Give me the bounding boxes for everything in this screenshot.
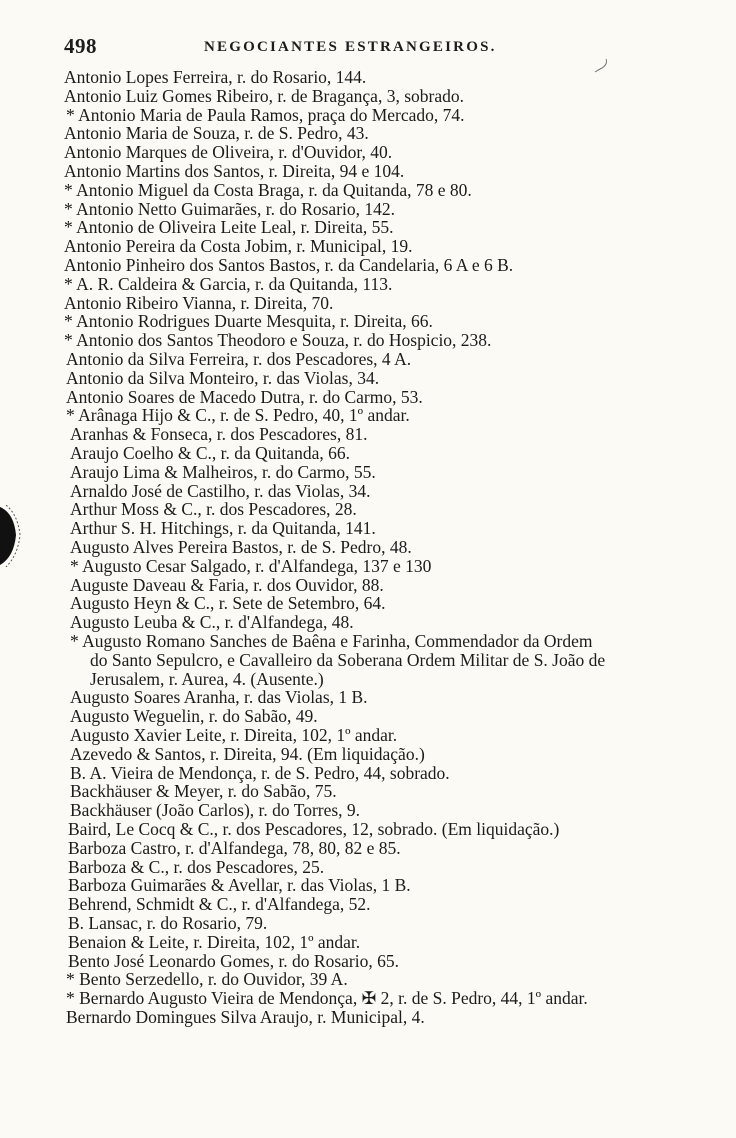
list-item: Barboza Castro, r. d'Alfandega, 78, 80, 82 e 85.	[68, 837, 401, 858]
list-item: Antonio Marques de Oliveira, r. d'Ouvidor, 40.	[64, 142, 393, 163]
list-item: Antonio Lopes Ferreira, r. do Rosario, 144.	[64, 67, 367, 87]
list-item: Augusto Heyn & C., r. Sete de Setembro, 64.	[70, 593, 386, 614]
list-item: Aranhas & Fonseca, r. dos Pescadores, 81.	[70, 424, 368, 445]
list-item-continuation: Jerusalem, r. Aurea, 4. (Ausente.)	[90, 668, 324, 689]
list-item-continuation: do Santo Sepulcro, e Cavalleiro da Soberana Ordem Militar de S. João de	[90, 649, 606, 670]
list-item: * Augusto Cesar Salgado, r. d'Alfandega, 137 e 130	[70, 555, 432, 576]
list-item: * Antonio Netto Guimarães, r. do Rosario, 142.	[64, 198, 396, 219]
list-item: Augusto Soares Aranha, r. das Violas, 1 B.	[70, 687, 368, 708]
list-item: Araujo Coelho & C., r. da Quitanda, 66.	[70, 443, 350, 463]
list-item: Antonio Soares de Macedo Dutra, r. do Carmo, 53.	[66, 386, 423, 407]
list-item: Barboza & C., r. dos Pescadores, 25.	[68, 856, 325, 877]
list-item: B. Lansac, r. do Rosario, 79.	[68, 913, 268, 933]
list-item: Benaion & Leite, r. Direita, 102, 1º andar.	[68, 931, 361, 952]
list-item: Antonio Luiz Gomes Ribeiro, r. de Bragança, 3, sobrado.	[64, 85, 464, 106]
list-item: Backhäuser & Meyer, r. do Sabão, 75.	[70, 781, 337, 802]
list-item: Baird, Le Cocq & C., r. dos Pescadores, 12, sobrado. (Em liquidação.)	[68, 819, 560, 839]
list-item: * Antonio dos Santos Theodoro e Souza, r. do Hospicio, 238.	[64, 330, 492, 351]
list-item: Arnaldo José de Castilho, r. das Violas, 34.	[70, 480, 371, 501]
list-item: Azevedo & Santos, r. Direita, 94. (Em liquidação.)	[70, 743, 425, 764]
list-item: Augusto Leuba & C., r. d'Alfandega, 48.	[70, 612, 354, 633]
list-item: * Antonio Miguel da Costa Braga, r. da Quitanda, 78 e 80.	[64, 179, 472, 200]
page-number: 498	[64, 34, 97, 58]
list-item: Arthur S. H. Hitchings, r. da Quitanda, 141.	[70, 518, 376, 539]
running-title: NEGOCIANTES ESTRANGEIROS.	[204, 39, 497, 55]
list-item: B. A. Vieira de Mendonça, r. de S. Pedro, 44, sobrado.	[70, 762, 450, 783]
list-item: Antonio da Silva Monteiro, r. das Violas, 34.	[66, 367, 380, 388]
list-item: * Bento Serzedello, r. do Ouvidor, 39 A.	[66, 969, 348, 990]
list-item: Antonio Martins dos Santos, r. Direita, 94 e 104.	[64, 161, 405, 181]
list-item: * Bernardo Augusto Vieira de Mendonça, ✠ 2, r. de S. Pedro, 44, 1º andar.	[66, 988, 588, 1009]
binding-hole-mark-icon	[0, 505, 22, 567]
list-item: * Antonio Maria de Paula Ramos, praça do Mercado, 74.	[66, 104, 465, 125]
list-item: * Antonio de Oliveira Leite Leal, r. Direita, 55.	[64, 217, 394, 238]
list-item: * A. R. Caldeira & Garcia, r. da Quitanda, 113.	[64, 273, 393, 294]
list-item: Antonio da Silva Ferreira, r. dos Pescadores, 4 A.	[66, 349, 412, 369]
list-item: Antonio Maria de Souza, r. de S. Pedro, 43.	[64, 123, 369, 144]
list-item: * Augusto Romano Sanches de Baêna e Farinha, Commendador da Ordem	[70, 631, 593, 651]
list-item: Augusto Alves Pereira Bastos, r. de S. Pedro, 48.	[70, 537, 412, 557]
list-item: Bernardo Domingues Silva Araujo, r. Municipal, 4.	[66, 1007, 425, 1027]
list-item: Auguste Daveau & Faria, r. dos Ouvidor, 88.	[70, 574, 384, 595]
list-item: Antonio Pinheiro dos Santos Bastos, r. da Candelaria, 6 A e 6 B.	[64, 255, 514, 275]
ink-mark-icon	[592, 58, 610, 74]
list-item: Augusto Xavier Leite, r. Direita, 102, 1º andar.	[70, 725, 398, 745]
page-header	[64, 34, 664, 60]
list-item: Antonio Pereira da Costa Jobim, r. Municipal, 19.	[64, 236, 413, 257]
list-item: Araujo Lima & Malheiros, r. do Carmo, 55.	[70, 461, 376, 482]
list-item: Arthur Moss & C., r. dos Pescadores, 28.	[70, 499, 357, 520]
list-item: Backhäuser (João Carlos), r. do Torres, 9.	[70, 800, 361, 821]
list-item: Augusto Weguelin, r. do Sabão, 49.	[70, 706, 318, 727]
list-item: Behrend, Schmidt & C., r. d'Alfandega, 52.	[68, 894, 371, 915]
list-item: * Arânaga Hijo & C., r. de S. Pedro, 40, 1º andar.	[66, 405, 410, 426]
list-item: * Antonio Rodrigues Duarte Mesquita, r. Direita, 66.	[64, 311, 433, 332]
list-item: Bento José Leonardo Gomes, r. do Rosario, 65.	[68, 950, 399, 971]
list-item: Antonio Ribeiro Vianna, r. Direita, 70.	[64, 292, 334, 313]
list-item: Barboza Guimarães & Avellar, r. das Violas, 1 B.	[68, 875, 411, 896]
